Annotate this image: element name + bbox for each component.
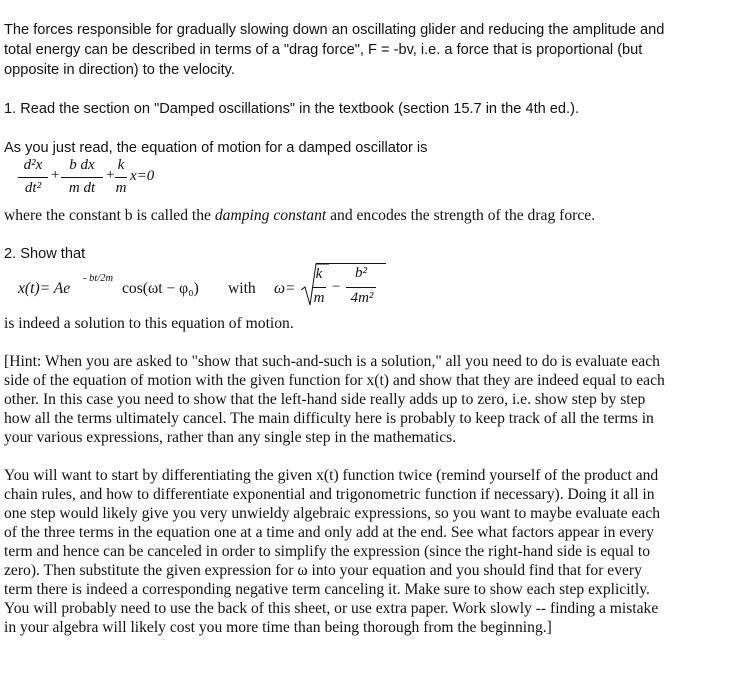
equation-rhs: x=0 [130,168,155,184]
guidance-line: term and hence can be canceled in order to simplify the expression (since the right-hand side is equal to [4,543,651,560]
damping-constant-term: damping constant [214,207,327,224]
plus-sign: + [106,167,115,183]
term2-numerator: b dx [69,157,95,173]
damping-constant-sentence: where the constant b is called the damping constant and encodes the strength of the drag force. [4,207,596,224]
hint-paragraph [4,352,752,447]
b2-over-4m2-bar [346,287,376,288]
guidance-line: You will want to start by differentiating the given x(t) function twice (remind yourself of the product and [4,467,659,484]
intro-line: opposite in direction) to the velocity. [4,62,235,78]
guidance-line: term there is indeed a corresponding negative term canceling it. Make sure to show each step explicitly. [4,581,650,598]
guidance-line: chain rules, and how to differentiate exponential and trigonometric function if necessary). Doing it all in [4,486,655,503]
term3-fraction-bar [115,177,127,178]
hint-line: your various expressions, rather than any single step in the mathematics. [4,429,457,446]
radicand-4m-squared: 4m² [350,290,374,306]
hint-line: other. In this case you need to show that the left-hand side really adds up to zero, i.e. show step by step [4,391,646,408]
solution-lhs: x(t)= Ae [18,280,71,297]
minus-sign: − [332,279,341,295]
guidance-line: of the three terms in the equation one at a time and only add at the end. See what factors appear in every [4,524,654,541]
question-2: 2. Show that [4,246,86,262]
question-1: 1. Read the section on "Damped oscillations" in the textbook (section 15.7 in the 4th ed.). [4,101,579,117]
plus-sign: + [51,167,60,183]
intro-line: The forces responsible for gradually slowing down an oscillating glider and reducing the amplitude and [4,22,665,38]
term3-denominator: m [115,180,127,196]
solution-cos-term: cos(ωt − φ₀) [122,280,199,297]
hint-line: how all the terms ultimately cancel. The main difficulty here is probably to keep track of all the terms in [4,410,654,427]
term1-fraction-bar [18,177,48,178]
radicand-b-squared: b² [355,265,367,281]
intro-paragraph [4,20,744,80]
term3-numerator: k [117,157,125,173]
term1-denominator: dt² [24,180,42,196]
term1-numerator: d²x [23,157,43,173]
with-word: with [228,280,256,297]
term2-denominator: m dt [68,180,96,196]
hint-line: [Hint: When you are asked to "show that such-and-such is a solution," all you need to do is evaluate each [4,353,660,370]
hint-line: side of the equation of motion with the given function for x(t) and show that they are indeed equal to each [4,372,665,389]
guidance-line: in your algebra will likely cost you more time than being thorough from the beginning.] [4,619,552,636]
solution-tail: is indeed a solution to this equation of motion. [4,315,294,332]
radicand-k: k [315,266,323,282]
omega-lhs: ω= [274,280,296,297]
guidance-line: zero). Then substitute the given expression for ω into your equation and you should find that for every [4,562,642,579]
solution-exponent: - bt/2m [83,273,114,284]
guidance-paragraph [4,466,752,637]
equation-intro: As you just read, the equation of motion for a damped oscillator is [4,140,428,156]
guidance-line: one step would likely give you very unwieldy algebraic expressions, so you want to maybe evaluate each [4,505,661,522]
radicand-m: m [313,290,325,306]
k-over-m-bar [312,287,326,288]
term2-fraction-bar [61,177,103,178]
guidance-line: You will probably need to use the back of this sheet, or use extra paper. Work slowly -- finding a mistake [4,600,659,617]
radical-overline [316,263,386,264]
intro-line: total energy can be described in terms of a "drag force", F = -bv, i.e. a force that is proportional (but [4,42,643,58]
